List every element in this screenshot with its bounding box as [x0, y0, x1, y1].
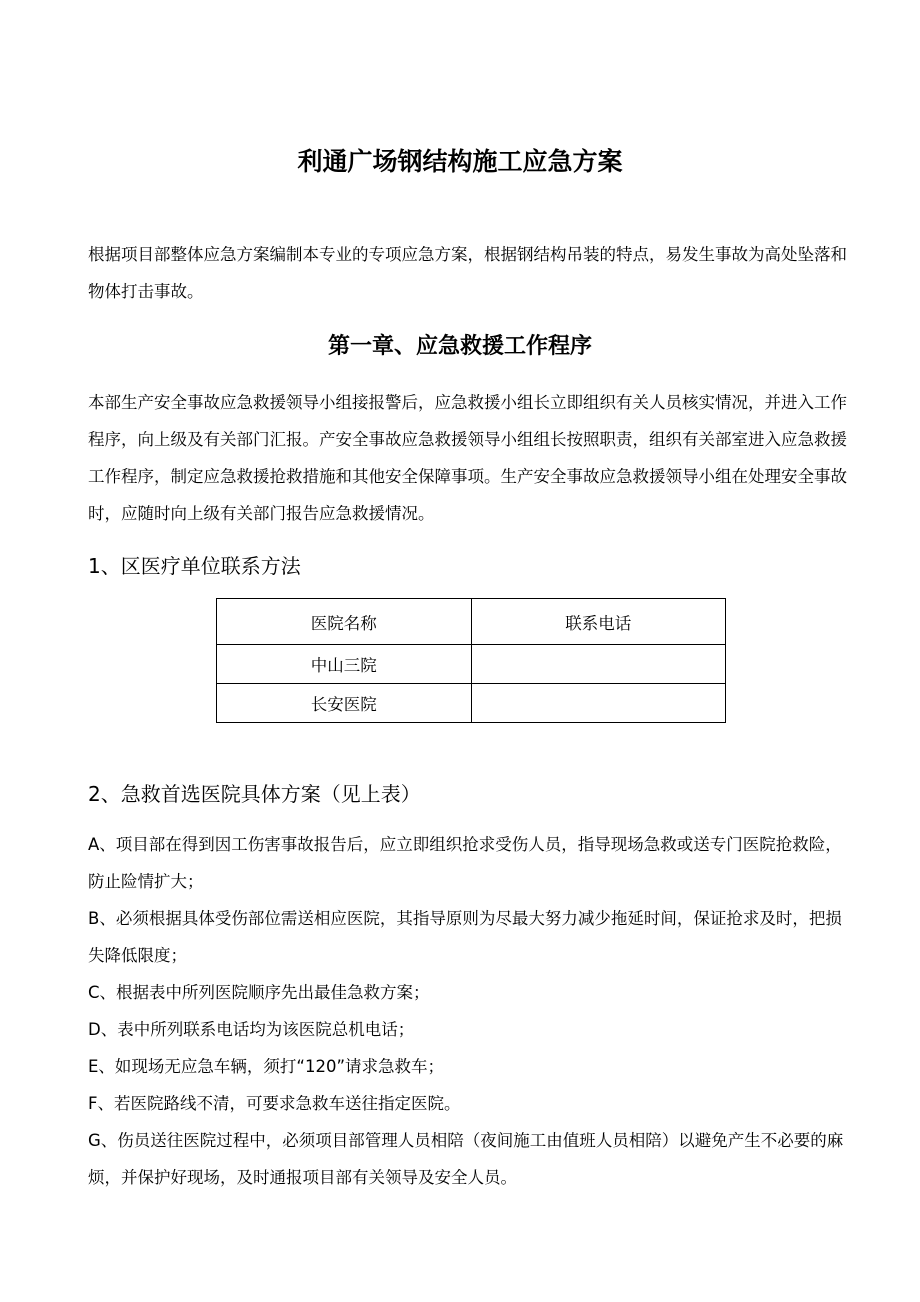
- chapter-paragraph: 本部生产安全事故应急救援领导小组接报警后，应急救援小组长立即组织有关人员核实情况，并进入工作程序，向上级及有关部门汇报。产安全事故应急救援领导小组组长按照职责，组织有关部室进入应急救援工作程序，制定应急救援抢救措施和其他安全保障事项。生产安全事故应急救援领导小组在处理安全事故时，应随时向上级有关部门报告应急救援情况。: [88, 393, 847, 523]
- table-header-cell: 联系电话: [471, 599, 726, 645]
- table-cell: 中山三院: [217, 645, 472, 684]
- table-row: [217, 684, 726, 723]
- list-item: B、必须根据具体受伤部位需送相应医院，其指导原则为尽最大努力减少拖延时间，保证抢求及时，把损失降低限度；: [88, 909, 842, 965]
- table-row: [217, 645, 726, 684]
- section1-heading: 1、区医疗单位联系方法: [88, 554, 301, 578]
- list-item: D、表中所列联系电话均为该医院总机电话；: [88, 1020, 415, 1039]
- list-item: A、项目部在得到因工伤害事故报告后，应立即组织抢求受伤人员，指导现场急救或送专门医院抢救险，防止险情扩大；: [88, 835, 842, 891]
- table-header-row: [217, 599, 726, 645]
- hospital-contact-table: [216, 598, 726, 723]
- table-cell: [471, 645, 726, 684]
- section2-heading: 2、急救首选医院具体方案（见上表）: [88, 782, 421, 806]
- intro-paragraph: 根据项目部整体应急方案编制本专业的专项应急方案，根据钢结构吊装的特点，易发生事故为高处坠落和物体打击事故。: [88, 245, 847, 301]
- table-cell: 长安医院: [217, 684, 472, 723]
- list-item: G、伤员送往医院过程中，必须项目部管理人员相陪（夜间施工由值班人员相陪）以避免产生不必要的麻烦，并保护好现场，及时通报项目部有关领导及安全人员。: [88, 1131, 844, 1187]
- document-title: 利通广场钢结构施工应急方案: [297, 147, 623, 176]
- list-item: E、如现场无应急车辆，须打“120”请求急救车；: [88, 1057, 445, 1076]
- table-cell: [471, 684, 726, 723]
- table-header-cell: 医院名称: [217, 599, 472, 645]
- list-item: C、根据表中所列医院顺序先出最佳急救方案；: [88, 983, 430, 1002]
- list-item: F、若医院路线不清，可要求急救车送往指定医院。: [88, 1094, 461, 1113]
- chapter-title: 第一章、应急救援工作程序: [327, 334, 592, 359]
